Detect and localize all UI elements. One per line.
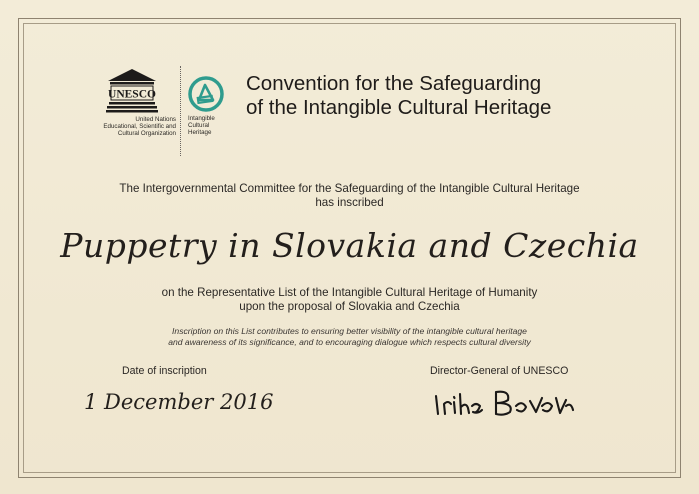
date-label: Date of inscription xyxy=(122,365,207,377)
ich-caption-line: Intangible xyxy=(188,115,215,122)
committee-line: has inscribed xyxy=(315,196,384,209)
unesco-caption-line: United Nations xyxy=(135,116,176,123)
inscribed-element-name: Puppetry in Slovakia and Czechia xyxy=(60,226,639,265)
convention-title xyxy=(246,72,626,120)
ich-caption xyxy=(188,115,248,137)
date-of-inscription: 1 December 2016 xyxy=(84,390,274,414)
note-line: Inscription on this List contributes to ensuring better visibility of the intangible cultural heritage xyxy=(172,326,527,336)
unesco-wordmark: UNESCO xyxy=(108,88,156,101)
convention-title-line: Convention for the Safeguarding xyxy=(246,72,542,95)
unesco-caption-line: Cultural Organization xyxy=(117,130,176,138)
convention-title-line: of the Intangible Cultural Heritage xyxy=(246,96,552,119)
director-general-label: Director-General of UNESCO xyxy=(430,365,569,377)
committee-statement xyxy=(0,182,699,210)
logo-divider xyxy=(180,66,181,156)
unesco-caption xyxy=(68,116,176,138)
intangible-heritage-icon xyxy=(188,76,224,112)
committee-line: The Intergovernmental Committee for the Safeguarding of the Intangible Cultural Heritage xyxy=(119,182,580,195)
unesco-temple-icon xyxy=(106,68,158,114)
representative-line: on the Representative List of the Intangible Cultural Heritage of Humanity xyxy=(161,286,538,299)
note-line: and awareness of its significance, and to encouraging dialogue which respects cultural diversity xyxy=(168,337,531,347)
logo-block xyxy=(68,64,238,160)
director-signature xyxy=(430,382,580,422)
inscription-note xyxy=(0,326,699,348)
representative-line: upon the proposal of Slovakia and Czechia xyxy=(239,300,460,313)
ich-caption-line: Cultural xyxy=(188,122,210,130)
ich-caption-line: Heritage xyxy=(188,129,212,137)
unesco-caption-line: Educational, Scientific and xyxy=(103,123,176,131)
representative-list-statement xyxy=(0,286,699,314)
